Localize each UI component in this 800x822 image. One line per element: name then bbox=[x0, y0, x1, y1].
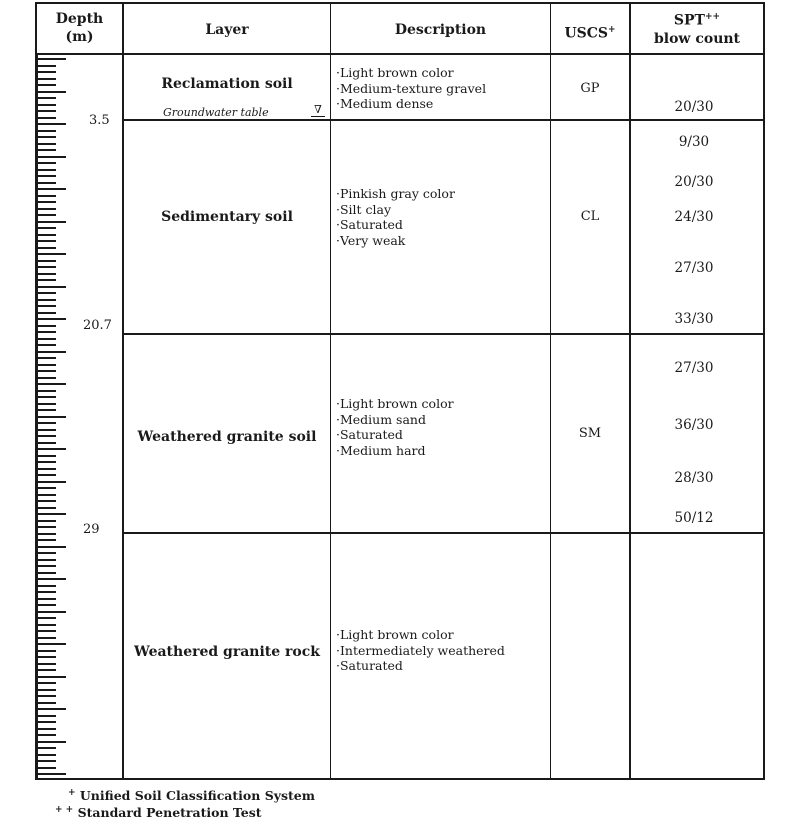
depth-tick bbox=[36, 643, 66, 645]
depth-tick bbox=[36, 747, 56, 749]
depth-tick bbox=[36, 175, 56, 177]
depth-tick bbox=[36, 377, 56, 379]
spt-value: 33/30 bbox=[674, 311, 714, 327]
layer-description-4: ·Light brown color ·Intermediately weathered ·Saturated bbox=[336, 627, 505, 673]
depth-tick bbox=[36, 507, 56, 509]
depth-tick bbox=[36, 630, 56, 632]
depth-tick bbox=[36, 741, 66, 743]
uscs-cl: CL bbox=[580, 209, 600, 224]
boundary-line-3 bbox=[122, 532, 765, 534]
depth-tick bbox=[36, 91, 66, 93]
depth-tick bbox=[36, 500, 56, 502]
depth-tick bbox=[36, 702, 56, 704]
depth-tick bbox=[36, 279, 56, 281]
depth-tick bbox=[36, 286, 66, 288]
spt-value: 20/30 bbox=[674, 99, 714, 115]
depth-tick bbox=[36, 169, 56, 171]
depth-tick bbox=[36, 338, 56, 340]
depth-tick bbox=[36, 234, 56, 236]
depth-tick bbox=[36, 604, 56, 606]
spt-value: 9/30 bbox=[678, 134, 710, 150]
spt-value: 28/30 bbox=[674, 470, 714, 486]
depth-tick bbox=[36, 403, 56, 405]
layer-description-2: ·Pinkish gray color ·Silt clay ·Saturated ·Very weak bbox=[336, 186, 455, 248]
depth-tick bbox=[36, 474, 56, 476]
layer-name-weathered-granite-rock: Weathered granite rock bbox=[134, 644, 320, 660]
depth-tick bbox=[36, 487, 56, 489]
depth-tick bbox=[36, 695, 56, 697]
header-divider bbox=[35, 53, 765, 55]
depth-tick bbox=[36, 364, 56, 366]
depth-tick bbox=[36, 149, 56, 151]
depth-tick bbox=[36, 559, 56, 561]
spt-value: 50/12 bbox=[674, 510, 714, 526]
depth-tick bbox=[36, 162, 56, 164]
depth-tick bbox=[36, 357, 56, 359]
footnote-uscs: + Unified Soil Classification System bbox=[68, 788, 315, 804]
depth-tick bbox=[36, 676, 66, 678]
spt-value: 24/30 bbox=[674, 209, 714, 225]
header-spt: SPT++ blow count bbox=[653, 12, 741, 47]
depth-tick bbox=[36, 656, 56, 658]
depth-tick bbox=[36, 715, 56, 717]
depth-tick bbox=[36, 240, 56, 242]
groundwater-table-label: Groundwater table bbox=[163, 106, 269, 119]
depth-tick bbox=[36, 104, 56, 106]
depth-label-3: 29 bbox=[83, 522, 100, 537]
depth-tick bbox=[36, 520, 56, 522]
depth-tick bbox=[36, 468, 56, 470]
depth-tick bbox=[36, 143, 56, 145]
depth-tick bbox=[36, 546, 66, 548]
water-level-icon: ∇ bbox=[314, 103, 322, 116]
depth-tick bbox=[36, 637, 56, 639]
depth-tick bbox=[36, 71, 56, 73]
layer-description-3: ·Light brown color ·Medium sand ·Saturated ·Medium hard bbox=[336, 396, 454, 458]
depth-tick bbox=[36, 390, 56, 392]
layer-name-reclamation-soil: Reclamation soil bbox=[161, 76, 293, 92]
depth-tick bbox=[36, 754, 56, 756]
depth-tick bbox=[36, 292, 56, 294]
depth-tick bbox=[36, 481, 66, 483]
depth-tick bbox=[36, 526, 56, 528]
depth-tick bbox=[36, 396, 56, 398]
depth-tick bbox=[36, 208, 56, 210]
table-border-bottom bbox=[35, 778, 765, 780]
depth-tick bbox=[36, 221, 66, 223]
depth-tick bbox=[36, 247, 56, 249]
depth-tick bbox=[36, 533, 56, 535]
spt-value: 27/30 bbox=[674, 360, 714, 376]
depth-tick bbox=[36, 773, 66, 775]
depth-tick bbox=[36, 455, 56, 457]
depth-tick bbox=[36, 598, 56, 600]
depth-tick bbox=[36, 97, 56, 99]
depth-tick bbox=[36, 682, 56, 684]
groundwater-table-symbol bbox=[310, 104, 326, 120]
depth-tick bbox=[36, 156, 66, 158]
depth-tick bbox=[36, 728, 56, 730]
spt-value: 36/30 bbox=[674, 417, 714, 433]
spt-value: 20/30 bbox=[674, 174, 714, 190]
depth-tick bbox=[36, 669, 56, 671]
depth-tick bbox=[36, 760, 56, 762]
depth-tick bbox=[36, 572, 56, 574]
header-uscs: USCS+ bbox=[564, 25, 616, 42]
depth-tick bbox=[36, 409, 56, 411]
depth-tick bbox=[36, 383, 66, 385]
depth-tick bbox=[36, 130, 56, 132]
depth-tick bbox=[36, 325, 56, 327]
depth-tick bbox=[36, 110, 56, 112]
depth-tick bbox=[36, 767, 56, 769]
depth-label-1: 3.5 bbox=[89, 113, 110, 128]
depth-tick bbox=[36, 494, 56, 496]
depth-tick bbox=[36, 370, 56, 372]
depth-tick bbox=[36, 663, 56, 665]
depth-tick bbox=[36, 312, 56, 314]
depth-tick bbox=[36, 617, 56, 619]
depth-tick bbox=[36, 84, 56, 86]
depth-tick bbox=[36, 591, 56, 593]
depth-tick bbox=[36, 227, 56, 229]
depth-tick bbox=[36, 708, 66, 710]
depth-tick bbox=[36, 351, 66, 353]
depth-tick bbox=[36, 117, 56, 119]
layer-description-1: ·Light brown color ·Medium-texture gravel ·Medium dense bbox=[336, 65, 487, 111]
depth-tick bbox=[36, 78, 56, 80]
depth-label-2: 20.7 bbox=[83, 318, 112, 333]
depth-tick bbox=[36, 429, 56, 431]
header-depth: Depth (m) bbox=[55, 11, 104, 45]
depth-tick bbox=[36, 448, 66, 450]
depth-tick bbox=[36, 461, 56, 463]
depth-tick bbox=[36, 422, 56, 424]
depth-tick bbox=[36, 201, 56, 203]
depth-tick bbox=[36, 253, 66, 255]
depth-tick bbox=[36, 58, 66, 60]
depth-tick bbox=[36, 123, 66, 125]
depth-tick bbox=[36, 182, 56, 184]
header-description: Description bbox=[394, 22, 487, 38]
depth-tick bbox=[36, 435, 56, 437]
depth-tick bbox=[36, 539, 56, 541]
depth-tick bbox=[36, 650, 56, 652]
depth-tick bbox=[36, 305, 56, 307]
depth-tick bbox=[36, 721, 56, 723]
depth-tick bbox=[36, 734, 56, 736]
depth-tick bbox=[36, 578, 66, 580]
depth-tick bbox=[36, 689, 56, 691]
depth-tick bbox=[36, 188, 66, 190]
depth-tick bbox=[36, 273, 56, 275]
depth-tick bbox=[36, 611, 66, 613]
depth-tick bbox=[36, 299, 56, 301]
depth-tick bbox=[36, 214, 56, 216]
depth-tick bbox=[36, 624, 56, 626]
spt-value: 27/30 bbox=[674, 260, 714, 276]
boundary-line-2 bbox=[122, 333, 765, 335]
depth-tick bbox=[36, 331, 56, 333]
depth-tick bbox=[36, 266, 56, 268]
depth-tick bbox=[36, 344, 56, 346]
depth-tick bbox=[36, 442, 56, 444]
depth-tick bbox=[36, 136, 56, 138]
layer-name-weathered-granite-soil: Weathered granite soil bbox=[137, 429, 317, 445]
depth-tick bbox=[36, 565, 56, 567]
boundary-line-1 bbox=[122, 119, 765, 121]
layer-name-sedimentary-soil: Sedimentary soil bbox=[161, 209, 293, 225]
depth-tick bbox=[36, 552, 56, 554]
depth-tick bbox=[36, 318, 66, 320]
footnote-spt: + + Standard Penetration Test bbox=[55, 805, 262, 821]
depth-tick bbox=[36, 513, 66, 515]
table-border-top bbox=[35, 2, 765, 4]
depth-tick bbox=[36, 195, 56, 197]
depth-tick bbox=[36, 260, 56, 262]
uscs-gp: GP bbox=[580, 81, 600, 96]
depth-tick bbox=[36, 585, 56, 587]
depth-tick bbox=[36, 416, 66, 418]
depth-tick bbox=[36, 65, 56, 67]
uscs-sm: SM bbox=[578, 426, 602, 441]
header-layer: Layer bbox=[205, 22, 249, 38]
